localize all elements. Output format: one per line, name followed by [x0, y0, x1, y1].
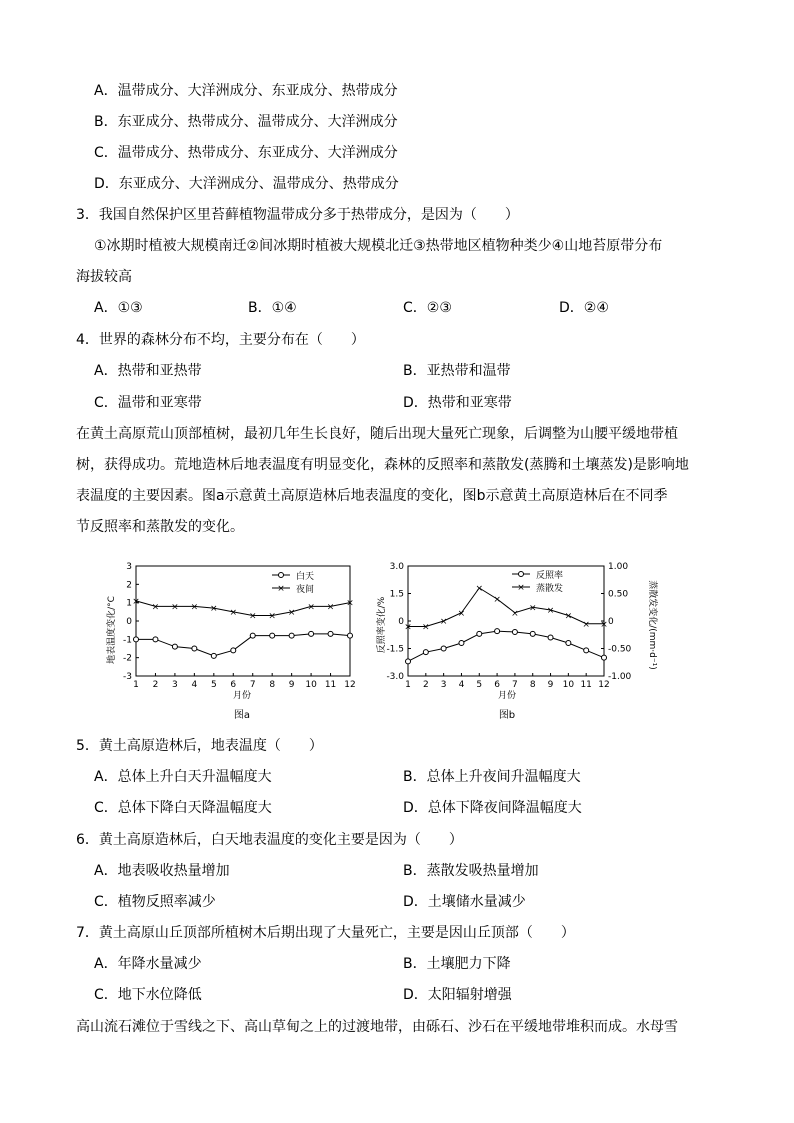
chart-b-xtick-label: 6 — [494, 680, 500, 690]
passage-line-4: 节反照率和蒸散发的变化。 — [76, 519, 244, 535]
chart-a-xtick-label: 6 — [230, 680, 237, 690]
chart-a-point — [231, 648, 236, 653]
q3-option-b: B．①④ — [248, 300, 297, 316]
q7-option-d: D．太阳辐射增强 — [403, 987, 512, 1003]
chart-b-ytick-right-label: 0.50 — [608, 589, 629, 600]
q7-option-b: B．土壤肥力下降 — [403, 956, 511, 972]
chart-b-legend-albedo: 反照率 — [536, 571, 564, 581]
q7-stem: 7．黄土高原山丘顶部所植树木后期出现了大量死亡，主要是因山丘顶部（ ） — [76, 925, 575, 941]
chart-a-point: × — [307, 602, 315, 613]
q2-option-a: A．温带成分、大洋洲成分、东亚成分、热带成分 — [94, 83, 398, 99]
chart-b-point — [477, 631, 482, 636]
chart-a-series-line — [136, 601, 350, 616]
chart-a-point: × — [210, 604, 218, 615]
q4-option-a: A．热带和亚热带 — [94, 363, 202, 379]
chart-b-point — [548, 635, 553, 640]
chart-b-point: × — [439, 617, 448, 627]
chart-b-point: × — [564, 611, 573, 622]
chart-a-xtick-label: 3 — [172, 680, 178, 690]
chart-b-point: × — [493, 595, 501, 605]
q7-option-a: A．年降水量减少 — [94, 956, 202, 972]
chart-a-xtick-label: 8 — [269, 680, 276, 690]
q3-option-a: A．①③ — [94, 300, 143, 316]
chart-a-ytick-label: -3 — [123, 672, 132, 682]
chart-a-frame — [136, 566, 350, 676]
chart-b-point: × — [546, 606, 555, 616]
chart-a-xtick-label: 7 — [249, 680, 256, 690]
chart-a-legend-day: 白天 — [296, 572, 315, 582]
chart-a-point — [289, 633, 294, 638]
chart-b-point: × — [600, 619, 608, 630]
q5-option-a: A．总体上升白天升温幅度大 — [94, 769, 272, 785]
chart-a-point — [192, 646, 197, 651]
chart-b-legend-x-icon: × — [517, 583, 525, 593]
chart-b-series-line — [408, 588, 604, 627]
chart-a-point: × — [151, 602, 160, 613]
chart-b-point: × — [457, 608, 466, 619]
chart-b-point — [602, 655, 607, 660]
chart-a-point — [328, 631, 333, 636]
q6-option-b: B．蒸散发吸热量增加 — [403, 863, 539, 879]
chart-a-point — [270, 633, 275, 638]
q3-option-c: C．②③ — [403, 300, 452, 316]
chart-b-ytick-right-label: 1.00 — [608, 562, 629, 572]
passage-line-2: 树，获得成功。荒地造林后地表温度有明显变化，森林的反照率和蒸散发(蒸腾和土壤蒸发)是影响地 — [76, 457, 689, 473]
chart-b-point — [566, 641, 571, 646]
chart-b-legend-circle-icon — [519, 572, 524, 577]
chart-a-xtick-label: 1 — [133, 680, 139, 690]
chart-b-ytick-left-label: -1.5 — [386, 644, 404, 655]
chart-b-point — [423, 650, 428, 655]
q5-stem: 5．黄土高原造林后，地表温度（ ） — [76, 738, 323, 754]
chart-b-ytick-right-label: -1.00 — [608, 672, 632, 682]
q3-option-d: D．②④ — [559, 300, 609, 316]
chart-a-legend-night: 夜间 — [296, 585, 315, 595]
chart-b-xtick-label: 12 — [598, 680, 610, 690]
passage-2-line-1: 高山流石滩位于雪线之下、高山草甸之上的过渡地带，由砾石、沙石在平缓地带堆积而成。水母雪 — [76, 1019, 678, 1035]
chart-a-point: × — [287, 607, 296, 618]
chart-b-ylabel-left: 反照率变化/% — [377, 596, 387, 654]
chart-a-xlabel: 月份 — [232, 691, 252, 701]
chart-a-xtick-label: 5 — [210, 680, 217, 690]
chart-a-legend-circle-icon — [279, 573, 284, 578]
chart-b-xtick-label: 9 — [547, 680, 554, 690]
chart-b-frame — [408, 566, 604, 676]
chart-a-ytick-label: 0 — [126, 617, 132, 627]
chart-a-point — [153, 637, 158, 642]
chart-b-xtick-label: 4 — [458, 680, 465, 690]
q2-option-b: B．东亚成分、热带成分、温带成分、大洋洲成分 — [94, 114, 398, 130]
q5-option-d: D．总体下降夜间降温幅度大 — [403, 800, 582, 816]
chart-b-series-line — [408, 631, 604, 661]
chart-a-point — [309, 631, 314, 636]
chart-a-xtick-label: 9 — [288, 680, 295, 690]
chart-b-xtick-label: 11 — [580, 680, 592, 690]
chart-a-point: × — [190, 602, 199, 613]
q6-option-d: D．土壤储水量减少 — [403, 894, 526, 910]
q4-option-d: D．热带和亚寒带 — [403, 395, 512, 411]
chart-a-caption: 图a — [233, 710, 251, 721]
chart-b-point: × — [475, 584, 484, 594]
chart-a-point: × — [326, 602, 335, 613]
chart-b-point — [459, 641, 464, 646]
chart-b-point — [530, 631, 535, 636]
chart-b-point: × — [511, 608, 519, 619]
chart-a-ytick-label: -1 — [123, 635, 132, 646]
chart-a-xtick-label: 12 — [344, 680, 356, 690]
chart-b-point — [441, 646, 446, 651]
chart-b-point — [512, 630, 517, 635]
chart-b-point — [584, 648, 589, 653]
chart-a-xtick-label: 2 — [152, 680, 159, 690]
chart-a-legend-x-icon: × — [277, 584, 285, 594]
chart-a-point — [348, 633, 353, 638]
q4-option-b: B．亚热带和温带 — [403, 363, 511, 379]
chart-b-xtick-label: 7 — [512, 680, 518, 690]
chart-b-ytick-right-label: -0.50 — [608, 644, 632, 655]
chart-b-xtick-label: 8 — [529, 680, 536, 690]
chart-a-ylabel: 地表温度变化/°C — [107, 596, 117, 664]
chart-b-xtick-label: 5 — [476, 680, 483, 690]
chart-a-xtick-label: 10 — [305, 680, 317, 690]
q4-option-c: C．温带和亚寒带 — [94, 395, 202, 411]
chart-a-ytick-label: -2 — [123, 653, 132, 664]
passage-line-3: 表温度的主要因素。图a示意黄土高原造林后地表温度的变化，图b示意黄土高原造林后在不同季 — [76, 488, 668, 504]
q6-option-c: C．植物反照率减少 — [94, 894, 216, 910]
chart-a-ytick-label: 3 — [126, 562, 132, 572]
q2-option-c: C．温带成分、热带成分、东亚成分、大洋洲成分 — [94, 145, 398, 161]
chart-a-ytick-label: 1 — [126, 598, 132, 609]
chart-b-point — [495, 629, 500, 634]
chart-b-xtick-label: 1 — [405, 680, 411, 690]
chart-a-point: × — [268, 611, 276, 622]
q5-option-b: B．总体上升夜间升温幅度大 — [403, 769, 581, 785]
q4-stem: 4．世界的森林分布不均，主要分布在（ ） — [76, 332, 365, 348]
q3-reasons-cont: 海拔较高 — [76, 269, 132, 285]
chart-b-ytick-left-label: 0 — [398, 617, 404, 627]
chart-a-point — [172, 644, 177, 649]
chart-b-ytick-right-label: 0 — [608, 617, 614, 627]
chart-b-caption: 图b — [498, 710, 516, 721]
chart-a-point: × — [132, 596, 140, 607]
passage-line-1: 在黄土高原荒山顶部植树，最初几年生长良好，随后出现大量死亡现象，后调整为山腰平缓地带植 — [76, 426, 678, 442]
chart-a — [100, 560, 365, 730]
chart-a-ytick-label: 2 — [126, 580, 132, 591]
chart-b-ytick-left-label: -3.0 — [386, 672, 404, 682]
chart-b-point: × — [422, 622, 430, 633]
chart-b-xtick-label: 3 — [440, 680, 447, 690]
q6-stem: 6．黄土高原造林后，白天地表温度的变化主要是因为（ ） — [76, 832, 463, 848]
q2-option-d: D．东亚成分、大洋洲成分、温带成分、热带成分 — [94, 176, 399, 192]
chart-a-xtick-label: 11 — [324, 680, 337, 690]
chart-b-point: × — [582, 619, 590, 630]
chart-b-point: × — [528, 603, 537, 614]
chart-a-series-line — [136, 634, 350, 656]
chart-b-point: × — [404, 622, 412, 633]
q3-reasons: ①冰期时植被大规模南迁②间冰期时植被大规模北迁③热带地区植物种类少④山地苔原带分布 — [94, 238, 663, 254]
chart-b — [372, 560, 662, 730]
chart-a-point: × — [229, 607, 238, 618]
chart-b-legend-evap: 蒸散发 — [536, 584, 564, 594]
chart-a-point — [134, 637, 139, 642]
chart-b-xlabel: 月份 — [497, 691, 517, 701]
chart-b-ytick-left-label: 1.5 — [389, 589, 404, 600]
chart-a-point — [211, 653, 216, 658]
q7-option-c: C．地下水位降低 — [94, 987, 202, 1003]
chart-b-point — [406, 659, 411, 664]
chart-b-xtick-label: 2 — [422, 680, 429, 690]
chart-b-ytick-left-label: 3.0 — [389, 562, 404, 572]
chart-a-point: × — [346, 598, 354, 609]
chart-a-point: × — [171, 602, 179, 613]
q5-option-c: C．总体下降白天降温幅度大 — [94, 800, 272, 816]
q3-stem: 3．我国自然保护区里苔藓植物温带成分多于热带成分，是因为（ ） — [76, 207, 519, 223]
chart-a-xtick-label: 4 — [191, 680, 198, 690]
chart-a-point: × — [248, 611, 257, 622]
chart-b-ylabel-right: 蒸散发变化/(mm·d⁻¹) — [647, 580, 657, 670]
chart-a-point — [250, 633, 255, 638]
q6-option-a: A．地表吸收热量增加 — [94, 863, 230, 879]
chart-b-xtick-label: 10 — [562, 680, 575, 690]
